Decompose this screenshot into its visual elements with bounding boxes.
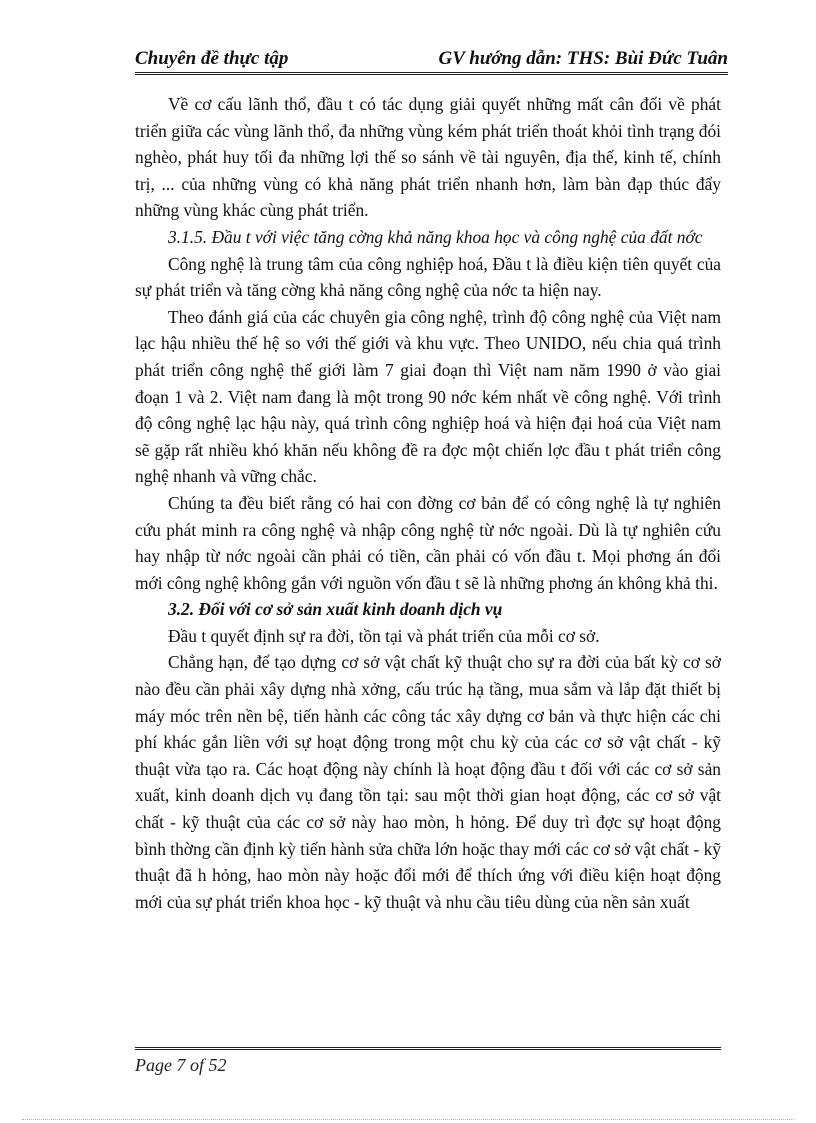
paragraph-for-example: Chẳng hạn, để tạo dựng cơ sở vật chất kỹ thuật cho sự ra đời của bất kỳ cơ sở nào đều cần phải xây dựng nhà xởng, cấu trúc hạ tầng, mua sắm và lắp đặt thiết bị máy móc trên nền bệ, tiến hành các công tác xây dựng cơ bản và thực hiện các chi phí khác gắn liền với sự hoạt động trong một chu kỳ của các cơ sở vật chất - kỹ thuật vừa tạo ra. Các hoạt động này chính là hoạt động đầu t đối với các cơ sở sản xuất, kinh doanh dịch vụ đang tồn tại: sau một thời gian hoạt động, các cơ sở vật chất - kỹ thuật của các cơ sở này hao mòn, h hỏng. Để duy trì đợc sự hoạt động bình thờng cần định kỳ tiến hành sửa chữa lớn hoặc thay mới các cơ sở vật chất - kỹ thuật đã h hỏng, hao mòn này hoặc đổi mới để thích ứng với điều kiện hoạt động mới của sự phát triển khoa học - kỹ thuật và nhu cầu tiêu dùng của nền sản xuất xyxy=(135,652,721,912)
paragraph-investment-decides: Đầu t quyết định sự ra đời, tồn tại và phát triển của mỗi cơ sở. xyxy=(168,625,600,646)
footer-divider xyxy=(135,1047,721,1050)
section-heading-3-2: 3.2. Đối với cơ sở sản xuất kinh doanh dịch vụ xyxy=(168,599,503,620)
paragraph-regional-structure: Về cơ cấu lãnh thổ, đầu t có tác dụng giải quyết những mất cân đối về phát triển giữa các vùng lãnh thổ, đa những vùng kém phát triển thoát khỏi tình trạng đói nghèo, phát huy tối đa những lợi thế so sánh về tài nguyên, địa thế, kinh tế, chính trị, ... của những vùng có khả năng phát triển nhanh hơn, làm bàn đạp thúc đẩy những vùng khác cùng phát triển. xyxy=(135,94,721,221)
section-heading-3-1-5: 3.1.5. Đầu t với việc tăng cờng khả năng khoa học và công nghệ của đất nớc xyxy=(168,226,703,247)
header-advisor: GV hướng dẫn: THS: Bùi Đức Tuân xyxy=(438,48,728,69)
header-document-title: Chuyên đề thực tập xyxy=(135,48,289,69)
page-number: Page 7 of 52 xyxy=(135,1055,227,1075)
document-body xyxy=(135,91,721,915)
paragraph-expert-assessment: Theo đánh giá của các chuyên gia công nghệ, trình độ công nghệ của Việt nam lạc hậu nhiều thế hệ so với thế giới và khu vực. Theo UNIDO, nếu chia quá trình phát triển công nghệ thế giới làm 7 giai đoạn thì Việt nam năm 1990 ở vào giai đoạn 1 và 2. Việt nam đang là một trong 90 nớc kém nhất về công nghệ. Với trình độ công nghệ lạc hậu này, quá trình công nghiệp hoá và hiện đại hoá của Việt nam sẽ gặp rất nhiều khó khăn nếu không đề ra đợc một chiến lợc đầu t phát triển công nghệ nhanh và vững chắc. xyxy=(135,306,721,487)
paragraph-two-paths: Chúng ta đều biết rằng có hai con đờng cơ bản để có công nghệ là tự nghiên cứu phát minh ra công nghệ và nhập công nghệ từ nớc ngoài. Dù là tự nghiên cứu hay nhập từ nớc ngoài cần phải có tiền, cần phải có vốn đầu t. Mọi phơng án đổi mới công nghệ không gắn với nguồn vốn đầu t sẽ là những phơng án không khả thi. xyxy=(135,492,721,593)
paragraph-technology-center: Công nghệ là trung tâm của công nghiệp hoá, Đầu t là điều kiện tiên quyết của sự phát triển và tăng cờng khả năng công nghệ của nớc ta hiện nay. xyxy=(135,253,721,301)
page-header xyxy=(135,44,728,75)
page-bottom-edge xyxy=(22,1119,794,1120)
